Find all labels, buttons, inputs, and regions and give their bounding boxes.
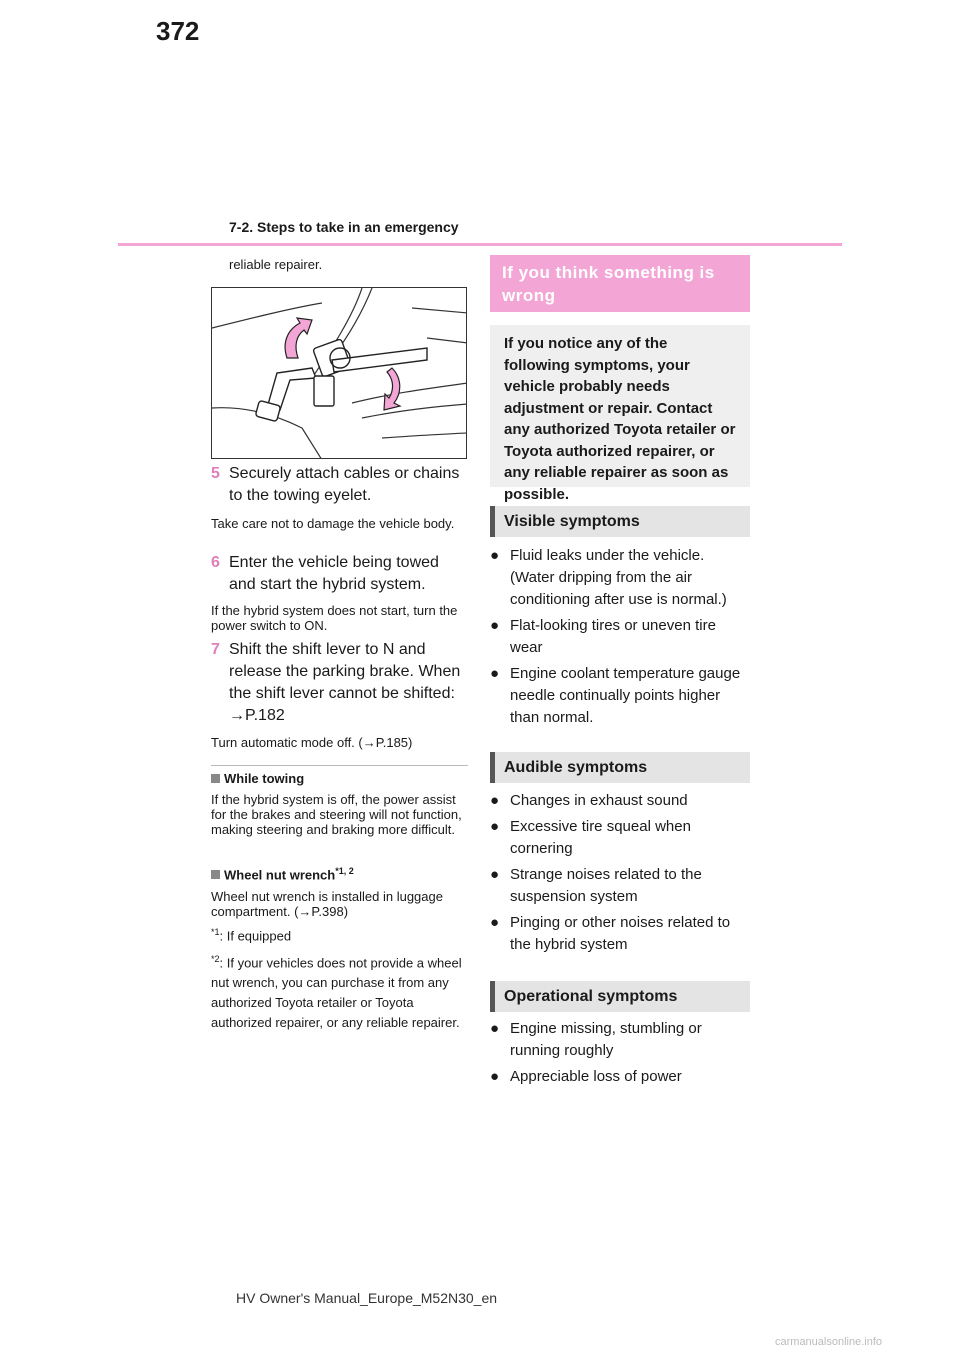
- footnote-text: : If your vehicles does not provide a wheel nut wrench, you can purchase it from any authorized Toyota retailer or Toyota authorized repairer, or any reliable repairer.: [211, 955, 462, 1031]
- footnote-1: [211, 925, 469, 943]
- footnote-mark: *1: [211, 927, 220, 937]
- watermark: carmanualsonline.info: [775, 1336, 883, 1348]
- section-title: 7-2. Steps to take in an emergency: [229, 219, 459, 235]
- bullet-icon: ●: [490, 1020, 500, 1037]
- list-item-text: Flat-looking tires or uneven tire wear: [510, 617, 716, 656]
- list-item: [490, 790, 750, 812]
- step-text: Securely attach cables or chains to the towing eyelet.: [229, 465, 460, 504]
- heading-text: Wheel nut wrench: [224, 867, 336, 883]
- page-number: 372: [156, 16, 200, 46]
- section-heading-box: If you think something is wrong: [490, 255, 750, 312]
- bullet-icon: ●: [490, 866, 500, 883]
- list-item: [490, 545, 750, 611]
- list-item-text: Engine missing, stumbling or running roughly: [510, 1020, 702, 1059]
- footnote-2: [211, 949, 469, 1033]
- list-item-text: Strange noises related to the suspension system: [510, 866, 702, 905]
- list-item: [490, 1018, 750, 1062]
- square-bullet-icon: [211, 774, 220, 783]
- step-number: 6: [211, 554, 220, 571]
- while-towing-heading: [211, 771, 469, 786]
- while-towing-text: If the hybrid system is off, the power assist for the brakes and steering will not function, making steering and braking more difficult.: [211, 792, 462, 837]
- bullet-icon: ●: [490, 818, 500, 835]
- step-6-note: If the hybrid system does not start, turn the power switch to ON.: [211, 603, 458, 633]
- step-number: 5: [211, 465, 220, 482]
- manual-footer: HV Owner's Manual_Europe_M52N30_en: [236, 1290, 498, 1306]
- bullet-icon: ●: [490, 914, 500, 931]
- footnote-mark: *2: [211, 954, 220, 964]
- step-7: [211, 639, 469, 727]
- list-item: [490, 864, 750, 908]
- header-rule: [118, 243, 842, 246]
- wheel-nut-wrench-heading: [211, 866, 469, 882]
- visible-symptoms-heading: Visible symptoms: [490, 506, 750, 537]
- list-item-text: Engine coolant temperature gauge needle continually points higher than normal.: [510, 665, 741, 726]
- list-item-text: Changes in exhaust sound: [510, 792, 688, 809]
- list-item: [490, 816, 750, 860]
- footnote-text: : If equipped: [219, 928, 292, 944]
- heading-text: While towing: [224, 771, 305, 786]
- step-7-note: Turn automatic mode off. (→P.185): [211, 735, 413, 750]
- bullet-icon: ●: [490, 665, 500, 682]
- step-number: 7: [211, 641, 220, 658]
- list-item: [490, 663, 750, 729]
- bullet-icon: ●: [490, 1068, 500, 1085]
- bullet-icon: ●: [490, 547, 500, 564]
- list-item-text: Fluid leaks under the vehicle. (Water dripping from the air conditioning after use is normal.): [510, 547, 727, 608]
- step-text: Shift the shift lever to N and release the parking brake. When the shift lever cannot be shifted: →P.182: [229, 641, 461, 724]
- step-5-note: Take care not to damage the vehicle body.: [211, 516, 455, 531]
- audible-symptoms-heading: Audible symptoms: [490, 752, 750, 783]
- operational-symptoms-heading: Operational symptoms: [490, 981, 750, 1012]
- footnote-ref: *1, 2: [335, 866, 354, 876]
- wrench-illustration-svg: [212, 288, 467, 459]
- list-item: [490, 1066, 750, 1088]
- divider: [211, 765, 468, 766]
- wheel-nut-wrench-text: Wheel nut wrench is installed in luggage compartment. (→P.398): [211, 889, 443, 919]
- bullet-icon: ●: [490, 617, 500, 634]
- step-5: [211, 463, 469, 507]
- bullet-icon: ●: [490, 792, 500, 809]
- list-item-text: Pinging or other noises related to the hybrid system: [510, 914, 731, 953]
- towing-eyelet-illustration: [211, 287, 467, 459]
- intro-box: If you notice any of the following symptoms, your vehicle probably needs adjustment or repair. Contact any authorized Toyota retailer or Toyota authorized repairer, or any reliable repairer as soon as possible.: [490, 325, 750, 487]
- list-item: [490, 912, 750, 956]
- step-text: Enter the vehicle being towed and start the hybrid system.: [229, 554, 439, 593]
- list-item: [490, 615, 750, 659]
- square-bullet-icon: [211, 870, 220, 879]
- continued-text: reliable repairer.: [229, 257, 323, 272]
- list-item-text: Excessive tire squeal when cornering: [510, 818, 691, 857]
- step-6: [211, 552, 469, 596]
- list-item-text: Appreciable loss of power: [510, 1068, 682, 1085]
